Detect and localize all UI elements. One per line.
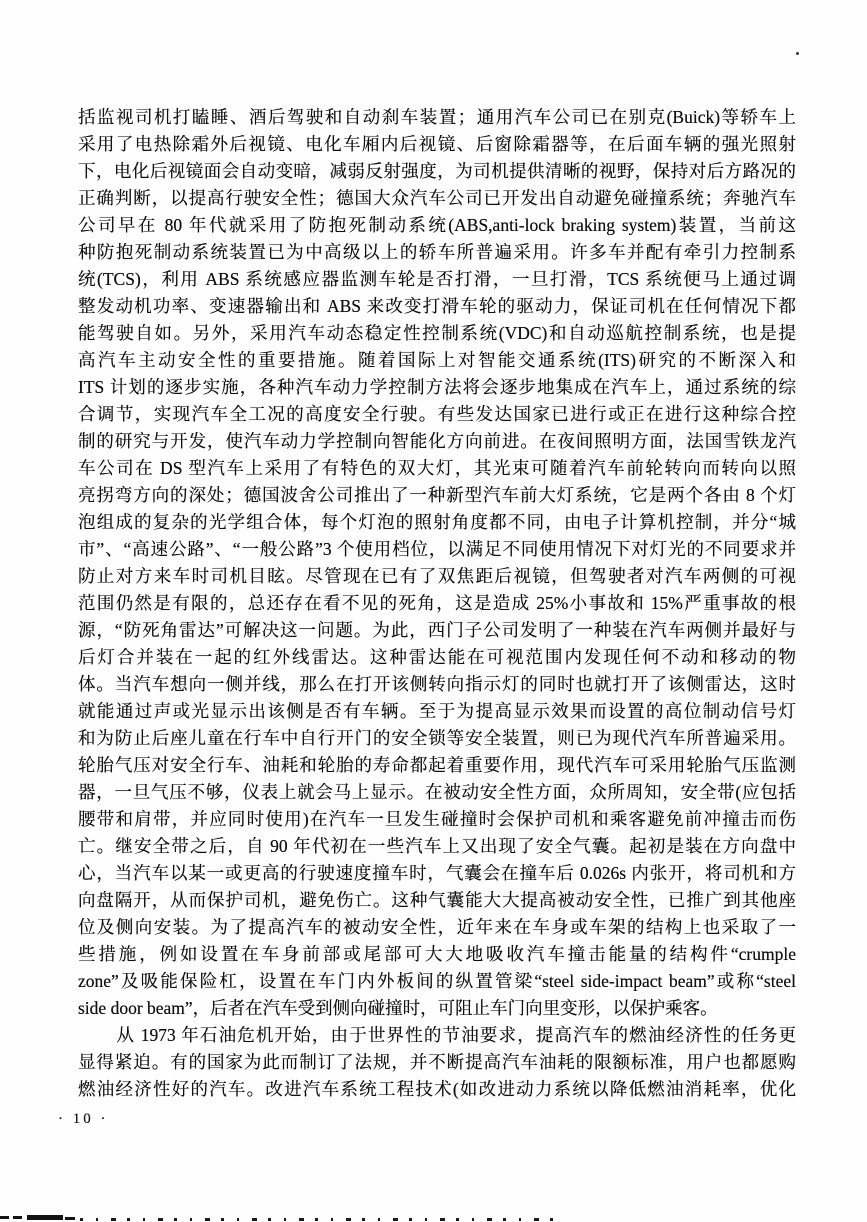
text-line: side door beam”，后者在汽车受到侧向碰撞时，可阻止车门向里变形，以保护乘客。 [78, 998, 718, 1018]
text-line: 防止对方来车时司机目眩。尽管现在已有了双焦距后视镜，但驾驶者对汽车两侧的可视 [78, 566, 796, 586]
text-line: 器，一旦气压不够，仪表上就会马上显示。在被动安全性方面，众所周知，安全带(应包括 [78, 782, 796, 802]
text-line: 亡。继安全带之后，自 90 年代初在一些汽车上又出现了安全气囊。起初是装在方向盘中 [78, 836, 796, 856]
paragraph-2 [78, 1022, 796, 1103]
text-line: 位及侧向安装。为了提高汽车的被动安全性，近年来在车身或车架的结构上也采取了一 [78, 917, 796, 937]
text-line: 公司早在 80 年代就采用了防抱死制动系统(ABS,anti-lock braking system)装置，当前这 [78, 215, 796, 235]
text-line: 源，“防死角雷达”可解决这一问题。为此，西门子公司发明了一种装在汽车两侧并最好与 [78, 620, 796, 640]
text-line: 从 1973 年石油危机开始，由于世界性的节油要求，提高汽车的燃油经济性的任务更 [116, 1025, 796, 1045]
page-body-text [78, 104, 796, 1103]
text-line: 下，电化后视镜面会自动变暗，减弱反射强度，为司机提供清晰的视野，保持对后方路况的 [78, 161, 796, 181]
text-line: 些措施，例如设置在车身前部或尾部可大大地吸收汽车撞击能量的结构件“crumple [78, 944, 796, 964]
text-line: 轮胎气压对安全行车、油耗和轮胎的寿命都起着重要作用，现代汽车可采用轮胎气压监测 [78, 755, 796, 775]
text-line: 泡组成的复杂的光学组合体，每个灯泡的照射角度都不同，由电子计算机控制，并分“城 [78, 512, 796, 532]
text-line: 正确判断，以提高行驶安全性；德国大众汽车公司已开发出自动避免碰撞系统；奔驰汽车 [78, 188, 796, 208]
text-line: 范围仍然是有限的，总还存在看不见的死角，这是造成 25%小事故和 15%严重事故的根 [78, 593, 796, 613]
text-line: 和为防止后座儿童在行车中自行开门的安全锁等安全装置，则已为现代汽车所普遍采用。 [78, 728, 796, 748]
text-line: 高汽车主动安全性的重要措施。随着国际上对智能交通系统(ITS)研究的不断深入和 [78, 350, 796, 370]
text-line: 心，当汽车以某一或更高的行驶速度撞车时，气囊会在撞车后 0.026s 内张开，将司机和方 [78, 863, 796, 883]
text-line: 能驾驶自如。另外，采用汽车动态稳定性控制系统(VDC)和自动巡航控制系统，也是提 [78, 323, 796, 343]
text-line: zone”及吸能保险杠，设置在车门内外板间的纵置管梁“steel side-impact beam”或称“steel [78, 971, 796, 991]
text-line: 车公司在 DS 型汽车上采用了有特色的双大灯，其光束可随着汽车前轮转向而转向以照 [78, 458, 796, 478]
text-line: 制的研究与开发，使汽车动力学控制向智能化方向前进。在夜间照明方面，法国雪铁龙汽 [78, 431, 796, 451]
text-line: 整发动机功率、变速器输出和 ABS 来改变打滑车轮的驱动力，保证司机在任何情况下都 [78, 296, 796, 316]
text-line: ITS 计划的逐步实施，各种汽车动力学控制方法将会逐步地集成在汽车上，通过系统的综 [78, 377, 796, 397]
text-line: 括监视司机打瞌睡、酒后驾驶和自动刹车装置；通用汽车公司已在别克(Buick)等轿车上 [78, 107, 796, 127]
text-line: 体。当汽车想向一侧并线，那么在打开该侧转向指示灯的同时也就打开了该侧雷达，这时 [78, 674, 796, 694]
text-line: 市”、“高速公路”、“一般公路”3 个使用档位，以满足不同使用情况下对灯光的不同要求并 [78, 539, 796, 559]
text-line: 就能通过声或光显示出该侧是否有车辆。至于为提高显示效果而设置的高位制动信号灯 [78, 701, 796, 721]
text-line: 亮拐弯方向的深处；德国波舍公司推出了一种新型汽车前大灯系统，它是两个各由 8 个灯 [78, 485, 796, 505]
text-line: 种防抱死制动系统装置已为中高级以上的轿车所普遍采用。许多车并配有牵引力控制系 [78, 242, 796, 262]
text-line: 显得紧迫。有的国家为此而制订了法规，并不断提高汽车油耗的限额标准，用户也都愿购 [78, 1052, 796, 1072]
text-line: 合调节，实现汽车全工况的高度安全行驶。有些发达国家已进行或正在进行这种综合控 [78, 404, 796, 424]
text-line: 燃油经济性好的汽车。改进汽车系统工程技术(如改进动力系统以降低燃油消耗率，优化 [78, 1079, 796, 1099]
text-line: 腰带和肩带，并应同时使用)在汽车一旦发生碰撞时会保护司机和乘客避免前冲撞击而伤 [78, 809, 796, 829]
text-line: 向盘隔开，从而保护司机，避免伤亡。这种气囊能大大提高被动安全性，已推广到其他座 [78, 890, 796, 910]
text-line: 统(TCS)，利用 ABS 系统感应器监测车轮是否打滑，一旦打滑，TCS 系统便马上通过调 [78, 269, 796, 289]
page-number: · 10 · [58, 1111, 109, 1127]
text-line: 后灯合并装在一起的红外线雷达。这种雷达能在可视范围内发现任何不动和移动的物 [78, 647, 796, 667]
text-line: 采用了电热除霜外后视镜、电化车厢内后视镜、后窗除霜器等，在后面车辆的强光照射 [78, 134, 796, 154]
scan-artifact-bottom-edge [0, 1214, 556, 1222]
scan-speck [796, 52, 799, 55]
paragraph-1 [78, 104, 796, 1022]
